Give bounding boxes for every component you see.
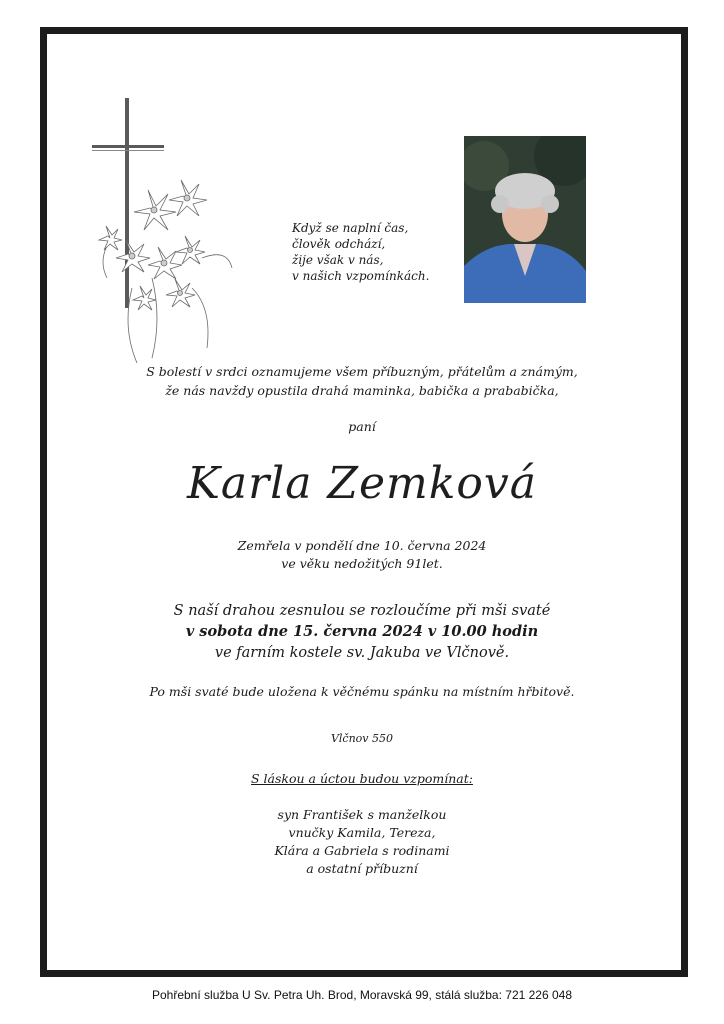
farewell-place: ve farním kostele sv. Jakuba ve Vlčnově. bbox=[214, 645, 510, 661]
mourner: Klára a Gabriela s rodinami bbox=[274, 843, 450, 858]
mourners-heading: S láskou a úctou budou vzpomínat: bbox=[251, 771, 473, 786]
death-date: Zemřela v pondělí dne 10. června 2024 bbox=[237, 538, 487, 553]
mourner: syn František s manželkou bbox=[277, 807, 447, 822]
announcement-line: S bolestí v srdci oznamujeme všem příbuzným, přátelům a známým, bbox=[146, 364, 578, 379]
deceased-name: Karla Zemková bbox=[186, 458, 537, 509]
honorific: paní bbox=[348, 419, 376, 434]
farewell-line: S naší drahou zesnulou se rozloučíme při mši svaté bbox=[173, 603, 551, 619]
age: ve věku nedožitých 91let. bbox=[281, 556, 443, 571]
mourner: vnučky Kamila, Tereza, bbox=[288, 825, 436, 840]
poem-line: v našich vzpomínkách. bbox=[292, 269, 430, 283]
burial-note: Po mši svaté bude uložena k věčnému spánku na místním hřbitově. bbox=[149, 684, 575, 699]
poem-line: člověk odchází, bbox=[292, 237, 386, 251]
funeral-service-footer: Pohřební služba U Sv. Petra Uh. Brod, Moravská 99, stálá služba: 721 226 048 bbox=[151, 988, 572, 1002]
address: Vlčnov 550 bbox=[330, 732, 394, 745]
poem bbox=[292, 220, 429, 284]
announcement-line: že nás navždy opustila drahá maminka, babička a prababička, bbox=[165, 383, 559, 398]
lily-flowers-icon bbox=[92, 168, 237, 368]
poem-line: Když se naplní čas, bbox=[292, 221, 409, 235]
poem-line: žije však v nás, bbox=[292, 253, 384, 267]
farewell-date: v sobota dne 15. června 2024 v 10.00 hodin bbox=[185, 623, 539, 640]
portrait-photo bbox=[464, 136, 586, 303]
mourner: a ostatní příbuzní bbox=[306, 861, 418, 876]
